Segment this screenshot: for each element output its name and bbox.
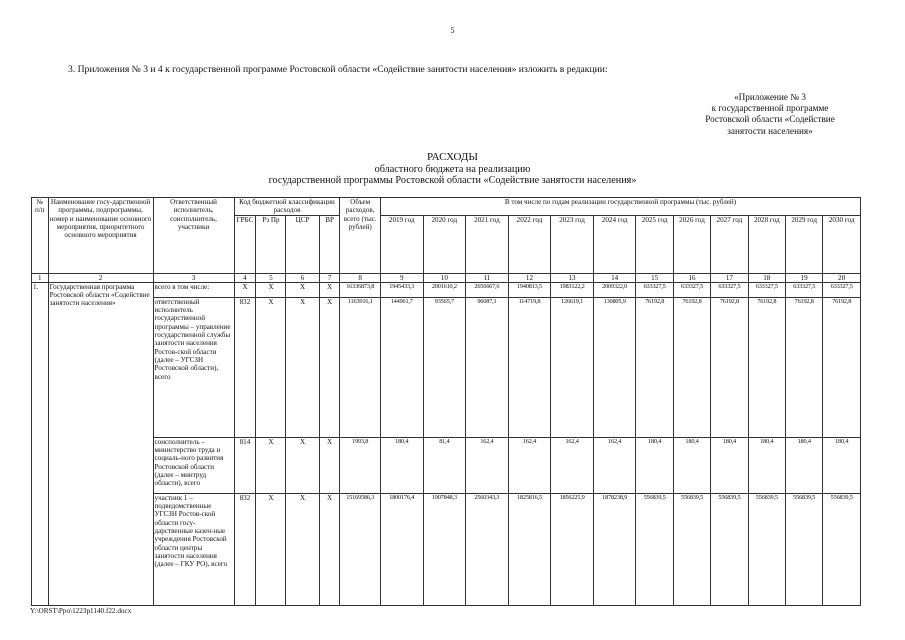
column-number-row: [32, 273, 861, 282]
year-value-cell: 76192,8: [673, 297, 710, 437]
expenses-table: [31, 197, 861, 606]
year-value-cell: 2560343,3: [466, 493, 509, 605]
year-value-cell: 180,4: [823, 437, 861, 493]
table-row: [32, 282, 861, 297]
heading-line: государственной программы Ростовской области «Содействие занятости населения»: [268, 175, 637, 186]
year-header: 2021 год: [466, 215, 509, 273]
participant-cell: участник 1 – подведомственные УГСЗН Ростов-ской области госу-дарственные казен-ные учреждения Ростовской области центры занятости населения (далее – ГКУ РО), всего: [153, 493, 234, 605]
participant-cell: соисполнитель – министерство труда и социаль-ного развития Ростовской области (далее – минтруд области), всего: [153, 437, 234, 493]
csr-cell: X: [286, 282, 319, 297]
file-path-footer: Y:\ORST\Ppo\1223p1140.f22.docx: [30, 607, 132, 615]
year-value-cell: 180,4: [380, 437, 423, 493]
col-number: 7: [319, 273, 340, 282]
year-value-cell: 76192,8: [636, 297, 673, 437]
year-value-cell: 633327,5: [636, 282, 673, 297]
grbs-cell: 832: [234, 493, 256, 605]
year-header: 2019 год: [380, 215, 423, 273]
heading-title: РАСХОДЫ: [426, 151, 479, 163]
year-value-cell: 1878238,9: [593, 493, 636, 605]
col-number: 4: [234, 273, 256, 282]
year-header: 2028 год: [748, 215, 785, 273]
year-value-cell: 633327,5: [785, 282, 822, 297]
year-header: 2024 год: [593, 215, 636, 273]
csr-cell: X: [286, 297, 319, 437]
year-value-cell: 556839,5: [823, 493, 861, 605]
year-value-cell: 1825816,5: [508, 493, 551, 605]
appendix-header: [640, 92, 900, 137]
year-value-cell: 76192,8: [823, 297, 861, 437]
year-value-cell: 556839,5: [711, 493, 748, 605]
year-value-cell: 1856225,9: [551, 493, 594, 605]
total-cell: 1163916,1: [340, 297, 381, 437]
csr-cell: X: [286, 493, 319, 605]
col-number: 20: [823, 273, 861, 282]
year-value-cell: 130805,9: [593, 297, 636, 437]
col-number: 3: [153, 273, 234, 282]
col-number: 13: [551, 273, 594, 282]
col-number: 2: [48, 273, 153, 282]
heading-line: областного бюджета на реализацию: [374, 163, 531, 175]
intro-paragraph: 3. Приложения № 3 и 4 к государственной программе Ростовской области «Содействие занятости населения» изложить в редакции:: [68, 64, 608, 75]
year-value-cell: 1940813,5: [508, 282, 551, 297]
appendix-line: Ростовской области «Содействие: [705, 114, 835, 125]
year-header: 2026 год: [673, 215, 710, 273]
appendix-line: занятости населения»: [727, 125, 813, 136]
table-row: [32, 297, 861, 437]
header-responsible: Ответственный исполнитель, соисполнитель, участники: [153, 198, 234, 274]
year-header: 2029 год: [785, 215, 822, 273]
year-value-cell: 633327,5: [711, 282, 748, 297]
rzpr-cell: X: [256, 437, 286, 493]
header-budget-code: Код бюджетной классификации расходов: [234, 198, 340, 216]
header-vr: ВР: [319, 215, 340, 273]
total-cell: 15169586,3: [340, 493, 381, 605]
col-number: 18: [748, 273, 785, 282]
appendix-line: к государственной программе: [711, 103, 829, 114]
col-number: 9: [380, 273, 423, 282]
year-header: 2022 год: [508, 215, 551, 273]
header-grbs: ГРБС: [234, 215, 256, 273]
col-number: 17: [711, 273, 748, 282]
rzpr-cell: X: [256, 493, 286, 605]
vr-cell: X: [319, 493, 340, 605]
year-header: 2020 год: [423, 215, 466, 273]
year-value-cell: 144961,7: [380, 297, 423, 437]
year-value-cell: 1800176,4: [380, 493, 423, 605]
year-value-cell: 1983122,2: [551, 282, 594, 297]
year-value-cell: 180,4: [711, 437, 748, 493]
year-value-cell: 633327,5: [748, 282, 785, 297]
year-value-cell: 556839,5: [636, 493, 673, 605]
grbs-cell: 832: [234, 297, 256, 437]
year-value-cell: 76192,8: [748, 297, 785, 437]
year-header: 2030 год: [823, 215, 861, 273]
appendix-line: «Приложение № 3: [734, 92, 806, 102]
table-row: [32, 437, 861, 493]
year-value-cell: 180,4: [748, 437, 785, 493]
year-value-cell: 162,4: [466, 437, 509, 493]
year-value-cell: 162,4: [593, 437, 636, 493]
vr-cell: X: [319, 297, 340, 437]
year-value-cell: 2001610,2: [423, 282, 466, 297]
year-value-cell: 2656667,6: [466, 282, 509, 297]
year-value-cell: 2009322,0: [593, 282, 636, 297]
year-value-cell: 180,4: [673, 437, 710, 493]
header-rzpr: Рз Пр: [256, 215, 286, 273]
year-value-cell: 180,4: [785, 437, 822, 493]
col-number: 12: [508, 273, 551, 282]
program-name: Государственная программа Ростовской области «Содействие занятости населения»: [48, 282, 153, 605]
year-value-cell: 93565,7: [423, 297, 466, 437]
year-header: 2025 год: [636, 215, 673, 273]
year-header: 2023 год: [551, 215, 594, 273]
grbs-cell: 814: [234, 437, 256, 493]
year-value-cell: 556839,5: [785, 493, 822, 605]
table-row: [32, 493, 861, 605]
year-value-cell: 633327,5: [673, 282, 710, 297]
col-number: 14: [593, 273, 636, 282]
col-number: 8: [340, 273, 381, 282]
rzpr-cell: X: [256, 297, 286, 437]
year-value-cell: 162,4: [551, 437, 594, 493]
csr-cell: X: [286, 437, 319, 493]
header-volume: Объем расходов, всего (тыс. рублей): [340, 198, 381, 274]
program-number: 1.: [32, 282, 49, 605]
year-value-cell: 96087,1: [466, 297, 509, 437]
col-number: 1: [32, 273, 49, 282]
vr-cell: X: [319, 282, 340, 297]
year-value-cell: 162,4: [508, 437, 551, 493]
col-number: 11: [466, 273, 509, 282]
total-cell: 16336873,8: [340, 282, 381, 297]
col-number: 10: [423, 273, 466, 282]
col-number: 5: [256, 273, 286, 282]
year-value-cell: 180,4: [636, 437, 673, 493]
participant-cell: всего в том числе:: [153, 282, 234, 297]
col-number: 6: [286, 273, 319, 282]
year-value-cell: 114719,8: [508, 297, 551, 437]
year-value-cell: 556839,5: [673, 493, 710, 605]
header-name: Наименование госу-дарственной программы, подпрограммы, номер и наименование основного мероприятия, приоритетного основного мероприятия: [48, 198, 153, 274]
rzpr-cell: X: [256, 282, 286, 297]
year-value-cell: 556839,5: [748, 493, 785, 605]
header-years-group: В том числе по годам реализации государственной программы (тыс. рублей): [380, 198, 860, 216]
grbs-cell: X: [234, 282, 256, 297]
year-value-cell: 81,4: [423, 437, 466, 493]
total-cell: 1993,8: [340, 437, 381, 493]
year-value-cell: 1907848,3: [423, 493, 466, 605]
col-number: 15: [636, 273, 673, 282]
col-number: 16: [673, 273, 710, 282]
year-value-cell: 76192,8: [711, 297, 748, 437]
header-num: № п/п: [32, 198, 49, 274]
vr-cell: X: [319, 437, 340, 493]
year-value-cell: 126619,1: [551, 297, 594, 437]
header-csr: ЦСР: [286, 215, 319, 273]
year-value-cell: 76192,8: [785, 297, 822, 437]
col-number: 19: [785, 273, 822, 282]
year-value-cell: 1945433,3: [380, 282, 423, 297]
year-header: 2027 год: [711, 215, 748, 273]
page-number: 5: [450, 26, 455, 35]
year-value-cell: 633327,5: [823, 282, 861, 297]
participant-cell: ответственный исполнитель государственной программы – управление государственной службы занятости населения Ростов-ской области (далее – УГСЗН Ростовской области), всего: [153, 297, 234, 437]
document-heading: [0, 152, 905, 187]
